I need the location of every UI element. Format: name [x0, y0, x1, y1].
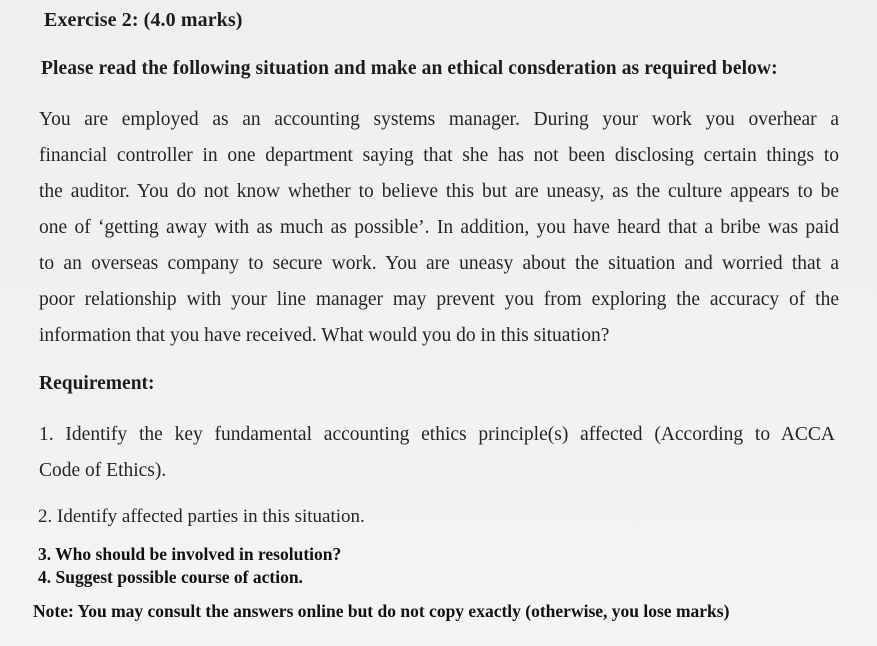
scenario-line: to an overseas company to secure work. You are uneasy about the situation and worried that a	[39, 253, 839, 274]
requirement-heading: Requirement:	[39, 373, 155, 394]
scenario-line: one of ‘getting away with as much as possible’. In addition, you have heard that a bribe was paid	[39, 217, 839, 238]
scenario-line: You are employed as an accounting systems manager. During your work you overhear a	[39, 109, 839, 130]
requirement-item-1	[39, 420, 835, 492]
scenario-paragraph	[39, 104, 839, 356]
note-text: Note: You may consult the answers online but do not copy exactly (otherwise, you lose marks)	[33, 601, 730, 621]
scenario-line: the auditor. You do not know whether to believe this but are uneasy, as the culture appears to be	[39, 181, 839, 202]
requirement-item-2: 2. Identify affected parties in this situation.	[38, 506, 365, 527]
scenario-line: financial controller in one department saying that she has not been disclosing certain things to	[39, 145, 839, 166]
scenario-line: information that you have received. What would you do in this situation?	[39, 325, 610, 346]
requirement-item-4: 4. Suggest possible course of action.	[38, 567, 303, 587]
exercise-title: Exercise 2: (4.0 marks)	[44, 9, 243, 31]
instruction-text: Please read the following situation and make an ethical consderation as required below:	[41, 58, 778, 79]
scenario-line: poor relationship with your line manager may prevent you from exploring the accuracy of the	[39, 289, 839, 310]
requirement-item-1-line: Code of Ethics).	[39, 460, 167, 481]
requirement-item-3: 3. Who should be involved in resolution?	[38, 544, 342, 564]
requirement-item-1-line: 1. Identify the key fundamental accounting ethics principle(s) affected (According to ACCA	[39, 424, 835, 445]
